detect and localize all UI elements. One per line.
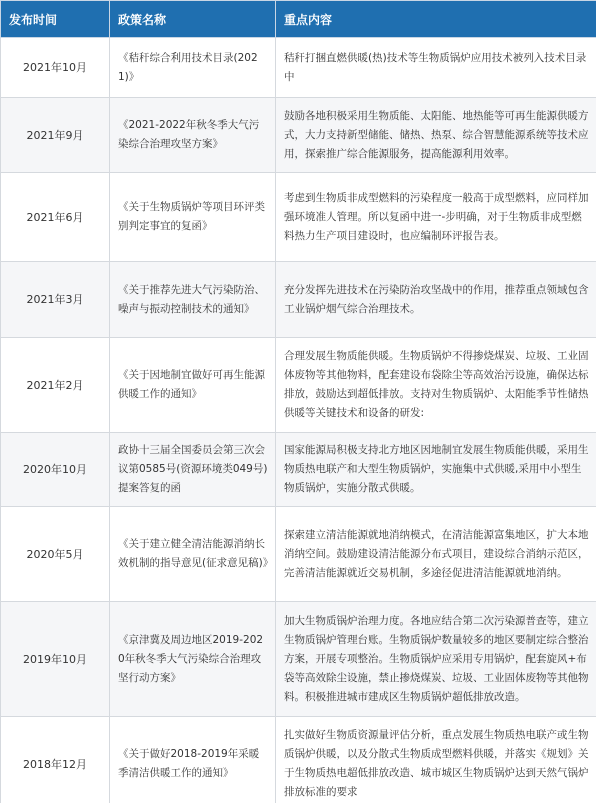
header-key-content: 重点内容 <box>276 1 596 38</box>
table-row <box>1 338 596 433</box>
row-key-content: 探索建立清洁能源就地消纳模式，在清洁能源富集地区，扩大本地消纳空间。鼓励建设清洁能源分布式项目，建设综合消纳示范区，完善清洁能源就近交易机制，多途径促进清洁能源就地消纳。 <box>276 507 596 602</box>
row-key-content: 考虑到生物质非成型燃料的污染程度一般高于成型燃料，应同样加强环境准人管理。所以复函中进一-步明确，对于生物质非成型燃料热力生产项目建设时，也应编制环评报告表。 <box>276 173 596 262</box>
table-row <box>1 433 596 507</box>
table-row <box>1 602 596 717</box>
row-key-content: 合理发展生物质能供暖。生物质锅炉不得掺烧煤炭、垃圾、工业固体废物等其他物料，配套建设布袋除尘等高效治污设施，确保达标排放，鼓励达到超低排放。支持对生物质锅炉、太阳能季节性储热供暖等关键技术和设备的研发: <box>276 338 596 433</box>
row-policy-name: 《关于因地制宜做好可再生能源供暖工作的通知》 <box>110 338 276 433</box>
row-policy-name: 《2021-2022年秋冬季大气污染综合治理攻坚方案》 <box>110 98 276 173</box>
row-date: 2021年2月 <box>1 338 110 433</box>
row-policy-name: 《关于做好2018-2019年采暖季清洁供暖工作的通知》 <box>110 717 276 803</box>
row-key-content: 鼓励各地积极采用生物质能、太阳能、地热能等可再生能源供暖方式，大力支持新型储能、储热、热泵、综合智慧能源系统等技术应用，探索推广综合能源服务，提高能源利用效率。 <box>276 98 596 173</box>
table-row <box>1 262 596 338</box>
row-policy-name: 《京津冀及周边地区2019-2020年秋冬季大气污染综合治理攻坚行动方案》 <box>110 602 276 717</box>
table-header-row <box>1 1 596 38</box>
row-date: 2020年10月 <box>1 433 110 507</box>
row-key-content: 国家能源局积极支持北方地区因地制宜发展生物质能供暖，采用生物质热电联产和大型生物质锅炉，实施集中式供暖,采用中小型生物质锅炉，实施分散式供暖。 <box>276 433 596 507</box>
table-row <box>1 173 596 262</box>
row-key-content: 充分发挥先进技术在污染防治攻坚战中的作用，推荐重点领域包含工业锅炉烟气综合治理技术。 <box>276 262 596 338</box>
row-date: 2021年3月 <box>1 262 110 338</box>
header-date: 发布时间 <box>1 1 110 38</box>
header-policy-name: 政策名称 <box>110 1 276 38</box>
row-policy-name: 《关于推荐先进大气污染防治、噪声与振动控制技术的通知》 <box>110 262 276 338</box>
row-key-content: 扎实做好生物质资源量评估分析，重点发展生物质热电联产或生物质锅炉供暖，以及分散式生物质成型燃料供暖，并落实《规划》关于生物质热电超低排放改造、城市城区生物质锅炉达到天然气锅炉排放标准的要求 <box>276 717 596 803</box>
row-policy-name: 《关于生物质锅炉等项目环评类别判定事宜的复函》 <box>110 173 276 262</box>
row-policy-name: 政协十三届全国委员会第三次会议第0585号(资源环境类049号)提案答复的函 <box>110 433 276 507</box>
row-policy-name: 《关于建立健全清洁能源消纳长效机制的指导意见(征求意见稿)》 <box>110 507 276 602</box>
table-row <box>1 507 596 602</box>
row-date: 2019年10月 <box>1 602 110 717</box>
row-policy-name: 《秸秆综合利用技术目录(2021)》 <box>110 38 276 98</box>
table-row <box>1 717 596 803</box>
row-date: 2021年6月 <box>1 173 110 262</box>
row-key-content: 加大生物质锅炉治理力度。各地应结合第二次污染源普查等，建立生物质锅炉管理台账。生物质锅炉数量较多的地区要制定综合整治方案，开展专项整治。生物质锅炉应采用专用锅炉，配套旋风+布袋等高效除尘设施，禁止掺烧煤炭、垃圾、工业固体废物等其他物料。积极推进城市建成区生物质锅炉超低排放改造。 <box>276 602 596 717</box>
row-key-content: 秸秆打捆直燃供暖(热)技术等生物质锅炉应用技术被列入技术目录中 <box>276 38 596 98</box>
row-date: 2021年9月 <box>1 98 110 173</box>
row-date: 2021年10月 <box>1 38 110 98</box>
table-row <box>1 98 596 173</box>
row-date: 2020年5月 <box>1 507 110 602</box>
row-date: 2018年12月 <box>1 717 110 803</box>
table-row <box>1 38 596 98</box>
